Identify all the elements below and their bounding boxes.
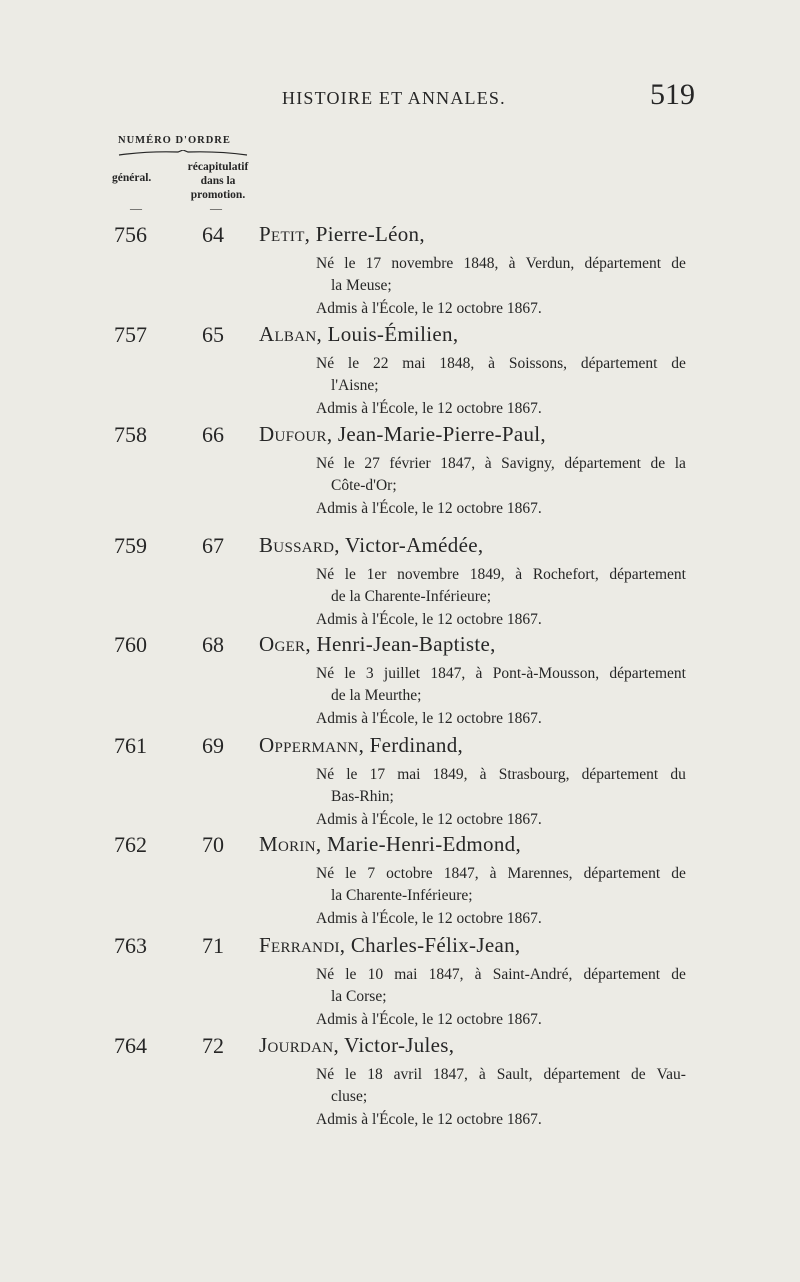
birth-word: le (346, 766, 358, 783)
promotion-number: 65 (202, 322, 224, 347)
birth-word: mai (394, 966, 418, 983)
birth-word: mai (402, 355, 426, 372)
birth-word: Soissons, (508, 355, 567, 372)
given-names: , Henri-Jean-Baptiste, (305, 632, 496, 656)
admission-line: Admis à l'École, le 12 octobre 1867. (316, 1011, 542, 1028)
promotion-number: 72 (202, 1033, 224, 1058)
admission-line: Admis à l'École, le 12 octobre 1867. (316, 611, 542, 628)
promotion-number: 66 (202, 422, 224, 447)
student-name (259, 933, 520, 958)
birth-word: de (671, 255, 686, 272)
birth-word: Saint-André, (492, 966, 573, 983)
birth-word: Né (316, 766, 335, 783)
birth-line (316, 966, 686, 984)
birth-word: Né (316, 566, 335, 583)
birth-word: à (475, 665, 483, 682)
birth-word: le (347, 355, 360, 372)
birth-word: département (609, 665, 686, 682)
birth-word: Né (316, 1066, 335, 1083)
birth-word: Strasbourg, (498, 766, 570, 783)
entry (0, 1033, 800, 1153)
birth-line-continued: la Corse; (331, 988, 387, 1005)
column-general-dash: — (130, 201, 142, 215)
student-name (259, 733, 463, 758)
surname: Alban (259, 322, 317, 346)
surname: Petit (259, 222, 305, 246)
student-name (259, 1033, 454, 1058)
promotion-number: 69 (202, 733, 224, 758)
birth-word: Verdun, (525, 255, 575, 272)
birth-word: avril (393, 1066, 423, 1083)
promotion-number: 68 (202, 632, 224, 657)
given-names: , Charles-Félix-Jean, (339, 933, 521, 957)
general-number: 763 (114, 933, 147, 958)
general-number: 762 (114, 832, 147, 857)
birth-word: 7 (367, 865, 376, 882)
birth-word: à (489, 865, 497, 882)
birth-word: 22 (372, 355, 389, 372)
column-general-label: général. (112, 172, 152, 184)
birth-line-continued: la Meuse; (331, 277, 392, 294)
birth-word: 1847, (440, 455, 476, 472)
birth-word: Né (316, 966, 335, 983)
birth-word: à (484, 455, 492, 472)
birth-word: 3 (365, 665, 374, 682)
student-name (259, 533, 483, 558)
birth-word: mai (397, 766, 421, 783)
birth-line-continued: Côte-d'Or; (331, 477, 397, 494)
birth-word: Savigny, (501, 455, 555, 472)
admission-line: Admis à l'École, le 12 octobre 1867. (316, 500, 542, 517)
birth-line (316, 255, 686, 273)
student-name (259, 222, 425, 247)
surname: Dufour (259, 422, 327, 446)
admission-line: Admis à l'École, le 12 octobre 1867. (316, 710, 542, 727)
surname: Jourdan (259, 1033, 334, 1057)
birth-line-continued: Bas-Rhin; (331, 788, 394, 805)
promotion-number: 67 (202, 533, 224, 558)
surname: Bussard (259, 533, 335, 557)
birth-word: le (344, 665, 356, 682)
birth-word: département (581, 766, 659, 783)
general-number: 764 (114, 1033, 147, 1058)
birth-word: à (508, 255, 516, 272)
given-names: , Louis-Émilien, (316, 322, 459, 346)
birth-line (316, 455, 686, 473)
column-promotion-dash: — (210, 201, 222, 215)
birth-word: 1847, (430, 665, 466, 682)
birth-line-continued: de la Charente-Inférieure; (331, 588, 492, 605)
birth-word: Rochefort, (532, 566, 599, 583)
birth-word: le (344, 566, 356, 583)
general-number: 761 (114, 733, 147, 758)
birth-word: département (583, 865, 661, 882)
admission-line: Admis à l'École, le 12 octobre 1867. (316, 811, 542, 828)
birth-word: 1849, (469, 566, 505, 583)
birth-word: Sault, (496, 1066, 533, 1083)
birth-word: le (343, 455, 355, 472)
given-names: , Jean-Marie-Pierre-Paul, (326, 422, 546, 446)
birth-word: 1847, (433, 1066, 468, 1083)
admission-line: Admis à l'École, le 12 octobre 1867. (316, 400, 542, 417)
birth-word: 27 (364, 455, 380, 472)
birth-word: 10 (367, 966, 384, 983)
general-number: 760 (114, 632, 147, 657)
birth-word: département (584, 255, 662, 272)
given-names: , Victor-Jules, (333, 1033, 455, 1057)
birth-word: la (674, 455, 686, 472)
birth-word: à (515, 566, 523, 583)
student-name (259, 832, 521, 857)
birth-word: 17 (369, 766, 386, 783)
birth-line (316, 665, 686, 683)
birth-word: Marennes, (507, 865, 573, 882)
birth-line (316, 566, 686, 584)
given-names: , Marie-Henri-Edmond, (315, 832, 521, 856)
birth-word: à (479, 766, 487, 783)
birth-word: Né (316, 255, 335, 272)
birth-line-continued: l'Aisne; (331, 377, 379, 394)
given-names: , Pierre-Léon, (304, 222, 425, 246)
birth-word: novembre (397, 566, 460, 583)
birth-word: 1847, (443, 865, 479, 882)
general-number: 758 (114, 422, 147, 447)
student-name (259, 322, 458, 347)
column-promotion-label: récapitulatif dans la promotion. (187, 161, 249, 201)
birth-line (316, 355, 686, 373)
birth-word: département (583, 966, 661, 983)
birth-word: 1847, (428, 966, 464, 983)
birth-word: 1er (366, 566, 387, 583)
birth-line-continued: la Charente-Inférieure; (331, 887, 473, 904)
birth-word: juillet (383, 665, 421, 682)
birth-word: à (474, 966, 482, 983)
promotion-number: 71 (202, 933, 224, 958)
birth-word: le (345, 1066, 357, 1083)
birth-word: département (609, 566, 686, 583)
column-group-heading: NUMÉRO D'ORDRE (118, 135, 231, 146)
running-head: HISTOIRE ET ANNALES. (282, 88, 506, 108)
general-number: 757 (114, 322, 147, 347)
birth-word: de (671, 355, 686, 372)
birth-word: département (543, 1066, 621, 1083)
birth-word: Pont-à-Mousson, (492, 665, 600, 682)
birth-line-continued: cluse; (331, 1088, 368, 1105)
surname: Oger (259, 632, 306, 656)
birth-word: de (631, 1066, 646, 1083)
surname: Oppermann (259, 733, 359, 757)
admission-line: Admis à l'École, le 12 octobre 1867. (316, 300, 542, 317)
birth-line (316, 1066, 686, 1084)
birth-word: département (564, 455, 641, 472)
given-names: , Victor-Amédée, (334, 533, 484, 557)
admission-line: Admis à l'École, le 12 octobre 1867. (316, 1111, 542, 1128)
student-name (259, 422, 546, 447)
general-number: 759 (114, 533, 147, 558)
birth-word: 17 (365, 255, 382, 272)
birth-word: Né (316, 355, 335, 372)
promotion-number: 64 (202, 222, 224, 247)
birth-word: du (670, 766, 686, 783)
birth-word: département (580, 355, 658, 372)
birth-line (316, 865, 686, 883)
birth-word: 1848, (463, 255, 499, 272)
admission-line: Admis à l'École, le 12 octobre 1867. (316, 910, 542, 927)
birth-word: 18 (367, 1066, 383, 1083)
birth-word: Né (316, 455, 335, 472)
birth-word: le (345, 865, 357, 882)
birth-word: de (671, 966, 686, 983)
birth-word: Né (316, 865, 335, 882)
surname: Morin (259, 832, 316, 856)
birth-word: octobre (386, 865, 433, 882)
birth-word: de (650, 455, 666, 472)
promotion-number: 70 (202, 832, 224, 857)
student-name (259, 632, 496, 657)
birth-word: février (389, 455, 431, 472)
birth-word: de (671, 865, 686, 882)
birth-word: Vau- (656, 1066, 686, 1083)
given-names: , Ferdinand, (358, 733, 464, 757)
birth-line-continued: de la Meurthe; (331, 687, 422, 704)
brace-divider (118, 150, 248, 156)
general-number: 756 (114, 222, 147, 247)
birth-word: 1849, (432, 766, 468, 783)
birth-line (316, 766, 686, 784)
birth-word: novembre (391, 255, 454, 272)
birth-word: à (478, 1066, 486, 1083)
surname: Ferrandi (259, 933, 340, 957)
birth-word: 1848, (439, 355, 475, 372)
birth-word: le (345, 966, 357, 983)
birth-word: à (488, 355, 495, 372)
entry (0, 422, 800, 542)
birth-word: le (344, 255, 356, 272)
birth-word: Né (316, 665, 335, 682)
page-number: 519 (650, 78, 695, 111)
